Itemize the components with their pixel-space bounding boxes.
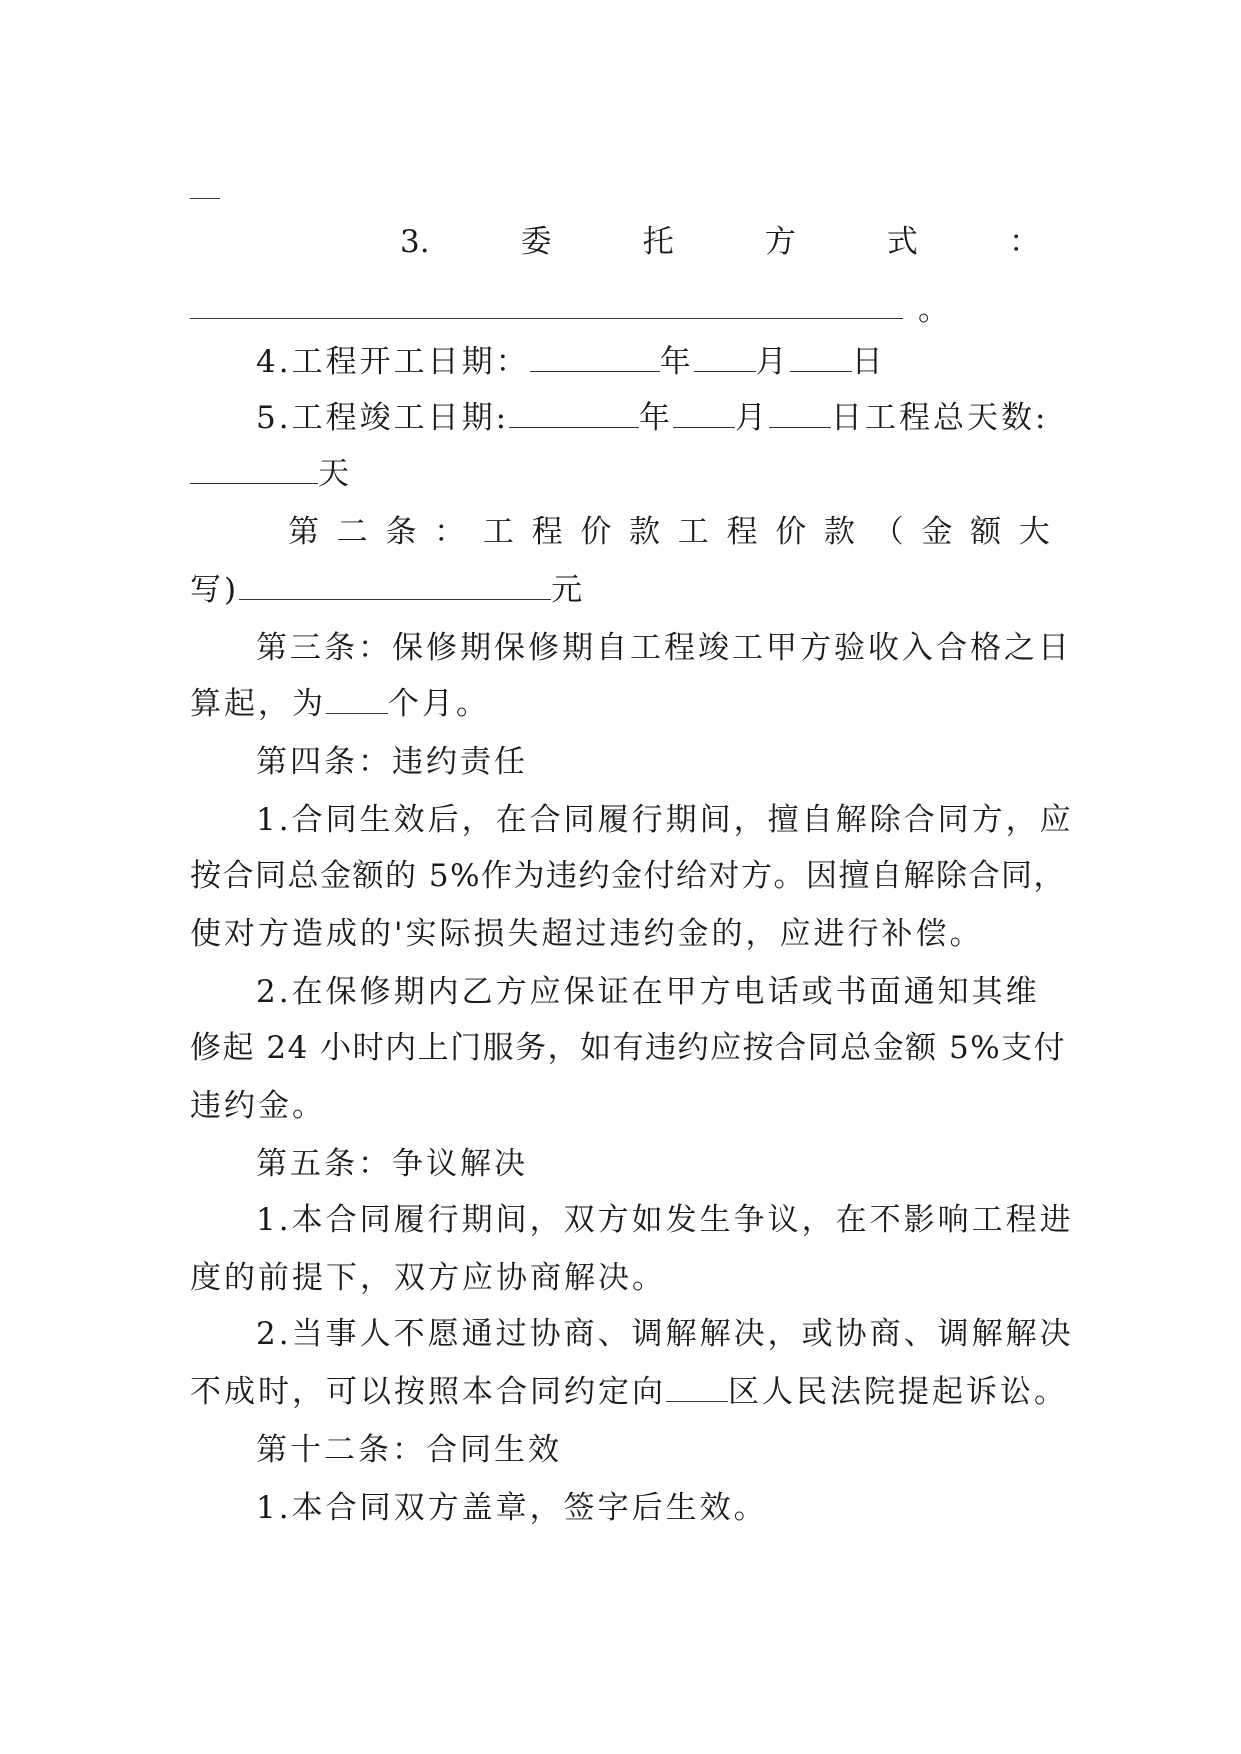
end-year-blank bbox=[509, 399, 639, 428]
article-2-char: 价 bbox=[775, 514, 807, 550]
end-month-blank bbox=[673, 399, 735, 428]
item-3-char: 委 bbox=[520, 224, 552, 260]
paragraph-line: 按合同总金额的 5%作为违约金付给对方。因擅自解除合同， bbox=[190, 858, 1067, 894]
total-days-label: 日工程总天数: bbox=[831, 400, 1049, 436]
item-3-line bbox=[400, 222, 1040, 262]
article-3-line-2 bbox=[190, 684, 1050, 724]
warranty-months-blank bbox=[326, 685, 388, 714]
item-3-number: 3. bbox=[400, 224, 430, 260]
article-2-char: 工 bbox=[482, 514, 514, 550]
paragraph-line bbox=[190, 1372, 1068, 1412]
paragraph-line: 度的前提下，双方应协商解决。 bbox=[190, 1260, 666, 1296]
paragraph-line: 违约金。 bbox=[190, 1088, 326, 1124]
article-2-char: 第 bbox=[288, 514, 319, 550]
article-2-char: 条 bbox=[385, 514, 417, 550]
year-unit: 年 bbox=[659, 344, 694, 380]
article-2-char: 额 bbox=[970, 514, 1002, 550]
article-4-title: 第四条：违约责任 bbox=[256, 744, 528, 780]
item-5-line bbox=[256, 398, 1050, 438]
article-2-char: 程 bbox=[726, 514, 758, 550]
paragraph-line: 1.本合同双方盖章，签字后生效。 bbox=[256, 1490, 768, 1526]
article-2-char: 款 bbox=[629, 514, 661, 550]
entrust-method-blank bbox=[190, 318, 903, 319]
warranty-unit: 个月。 bbox=[388, 686, 490, 722]
total-days-line bbox=[190, 454, 1050, 494]
court-district-blank bbox=[666, 1373, 728, 1402]
total-days-blank bbox=[190, 455, 318, 484]
item-3-colon: ： bbox=[1008, 224, 1040, 260]
currency-unit: 元 bbox=[551, 572, 586, 608]
item-3-period: 。 bbox=[918, 292, 949, 328]
article-2-char: 金 bbox=[921, 514, 953, 550]
article-2-line-1 bbox=[288, 512, 1050, 552]
start-date-label: 4.工程开工日期： bbox=[256, 344, 530, 380]
year-unit: 年 bbox=[639, 400, 674, 436]
amount-blank bbox=[239, 571, 551, 600]
article-2-line-2 bbox=[190, 570, 1050, 610]
article-2-char: 价 bbox=[580, 514, 612, 550]
days-unit: 天 bbox=[318, 456, 352, 492]
month-unit: 月 bbox=[735, 400, 770, 436]
amount-label: 写) bbox=[190, 572, 240, 608]
start-day-blank bbox=[790, 343, 852, 372]
end-date-label: 5.工程竣工日期: bbox=[256, 400, 510, 436]
article-3-line-1: 第三条：保修期保修期自工程竣工甲方验收入合格之日 bbox=[256, 630, 1072, 666]
paragraph-line: 1.合同生效后，在合同履行期间，擅自解除合同方，应 bbox=[256, 802, 1074, 838]
court-clause-text: 区人民法院提起诉讼。 bbox=[728, 1374, 1068, 1410]
court-clause-text: 不成时，可以按照本合同约定向 bbox=[190, 1374, 666, 1410]
item-3-char: 托 bbox=[642, 224, 674, 260]
article-2-char: （ bbox=[872, 514, 904, 550]
warranty-label: 算起，为 bbox=[190, 686, 326, 722]
paragraph-line: 1.本合同履行期间，双方如发生争议，在不影响工程进 bbox=[256, 1202, 1074, 1238]
paragraph-line: 2.在保修期内乙方应保证在甲方电话或书面通知其维 bbox=[256, 974, 1040, 1010]
article-2-char: 大 bbox=[1018, 514, 1050, 550]
month-unit: 月 bbox=[755, 344, 790, 380]
article-2-char: ： bbox=[434, 514, 466, 550]
paragraph-line: 使对方造成的'实际损失超过违约金的，应进行补偿。 bbox=[190, 916, 984, 952]
top-dash-rule bbox=[190, 198, 220, 199]
end-day-blank bbox=[769, 399, 831, 428]
start-month-blank bbox=[694, 343, 756, 372]
paragraph-line: 修起 24 小时内上门服务，如有违约应按合同总金额 5%支付 bbox=[190, 1030, 1067, 1066]
paragraph-line: 2.当事人不愿通过协商、调解解决，或协商、调解解决 bbox=[256, 1316, 1074, 1352]
article-5-title: 第五条：争议解决 bbox=[256, 1146, 528, 1182]
article-2-char: 程 bbox=[531, 514, 563, 550]
article-12-title: 第十二条：合同生效 bbox=[256, 1432, 562, 1468]
article-2-char: 款 bbox=[823, 514, 855, 550]
start-year-blank bbox=[530, 343, 660, 372]
item-3-char: 方 bbox=[764, 224, 796, 260]
item-4-line bbox=[256, 342, 1050, 382]
article-2-char: 二 bbox=[336, 514, 368, 550]
item-3-char: 式 bbox=[886, 224, 918, 260]
day-unit: 日 bbox=[851, 344, 886, 380]
article-2-char: 工 bbox=[677, 514, 709, 550]
